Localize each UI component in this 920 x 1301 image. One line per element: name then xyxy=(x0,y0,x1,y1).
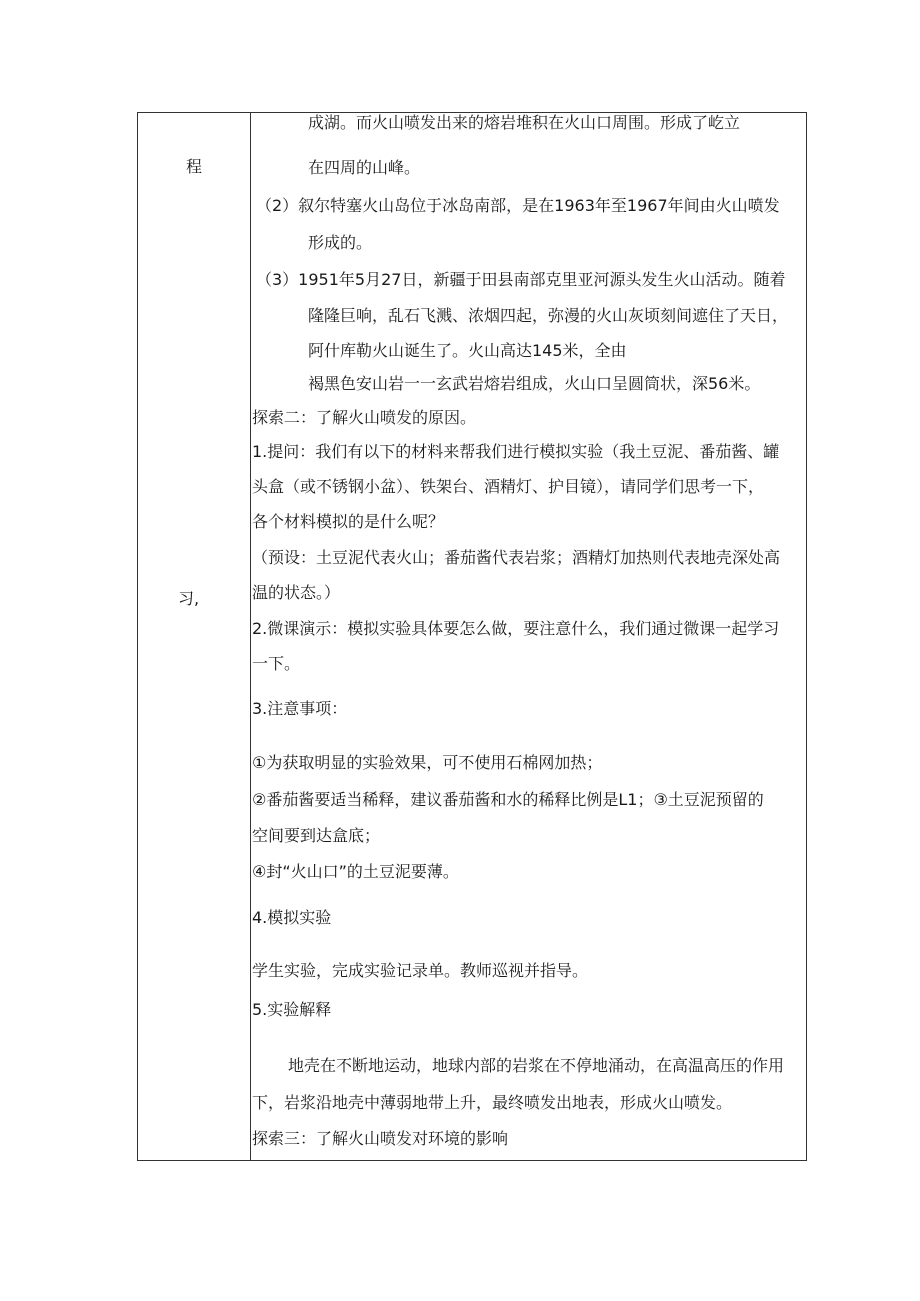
text-line: 各个材料模拟的是什么呢？ xyxy=(252,512,445,531)
text-line: ①为获取明显的实验效果，可不使用石棉网加热； xyxy=(252,753,603,772)
text-line: （预设：土豆泥代表火山；番茄酱代表岩浆；酒精灯加热则代表地壳深处高 xyxy=(252,548,781,567)
left-label-top: 程 xyxy=(186,157,203,176)
text-line: 探索二：了解火山喷发的原因。 xyxy=(252,408,477,427)
text-line: 头盒（或不锈钢小盆）、铁架台、酒精灯、护目镜），请同学们思考一下， xyxy=(252,477,765,496)
text-line: （3）1951年5月27日，新疆于田县南部克里亚河源头发生火山活动。随着 xyxy=(256,270,786,289)
text-line: 2.微课演示：模拟实验具体要怎么做，要注意什么，我们通过微课一起学习 xyxy=(252,619,780,638)
text-line: ②番茄酱要适当稀释，建议番茄酱和水的稀释比例是L1；③土豆泥预留的 xyxy=(252,790,764,809)
text-line: 1.提问：我们有以下的材料来帮我们进行模拟实验（我土豆泥、番茄酱、罐 xyxy=(252,442,780,461)
text-line: ④封“火山口”的土豆泥要薄。 xyxy=(252,862,459,881)
left-label-bottom: 习, xyxy=(178,589,200,608)
text-line: 学生实验，完成实验记录单。教师巡视并指导。 xyxy=(252,961,589,980)
text-line: （2）叙尔特塞火山岛位于冰岛南部，是在1963年至1967年间由火山喷发 xyxy=(256,196,780,215)
text-line: 在四周的山峰。 xyxy=(308,158,421,177)
text-line: 成湖。而火山喷发出来的熔岩堆积在火山口周围。形成了屹立 xyxy=(308,113,741,132)
text-line: 3.注意事项： xyxy=(252,699,348,718)
text-line: 褐黑色安山岩一一玄武岩熔岩组成，火山口呈圆筒状，深56米。 xyxy=(308,374,761,393)
text-line: 形成的。 xyxy=(308,233,373,252)
text-line: 隆隆巨响，乱石飞溅、浓烟四起，弥漫的火山灰顷刻间遮住了天日， xyxy=(308,306,789,325)
text-line: 一下。 xyxy=(252,654,301,673)
text-line: 温的状态。） xyxy=(252,583,341,602)
text-line: 5.实验解释 xyxy=(252,1000,332,1019)
text-line: 下，岩浆沿地壳中薄弱地带上升，最终喷发出地表，形成火山喷发。 xyxy=(252,1093,733,1112)
content-cell xyxy=(251,113,806,1160)
text-line: 探索三：了解火山喷发对环境的影响 xyxy=(252,1129,509,1148)
text-line: 空间要到达盒底； xyxy=(252,826,381,845)
lesson-table xyxy=(137,112,807,1161)
text-line: 阿什库勒火山诞生了。火山高达145米，全由 xyxy=(308,341,627,360)
text-line: 地壳在不断地运动，地球内部的岩浆在不停地涌动，在高温高压的作用 xyxy=(288,1056,785,1075)
text-line: 4.模拟实验 xyxy=(252,908,332,927)
